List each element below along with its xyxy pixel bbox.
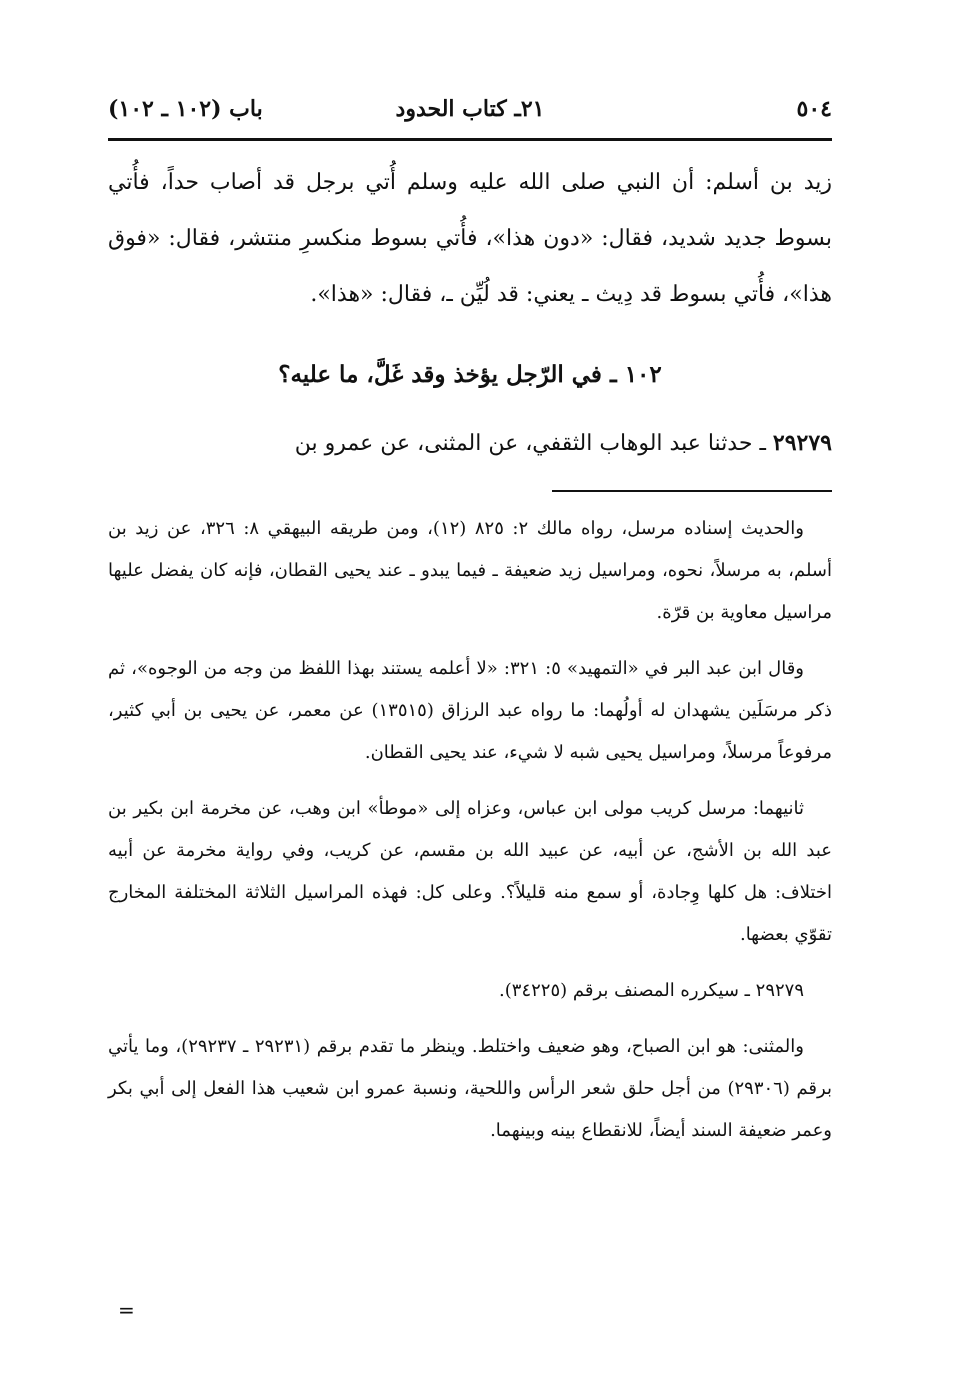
footnotes <box>108 508 832 1152</box>
footnote-divider <box>552 490 832 492</box>
continuation-mark: = <box>118 1298 135 1322</box>
hadith-text: ـ حدثنا عبد الوهاب الثقفي، عن المثنى، عن عمرو بن <box>294 431 766 456</box>
footnote-paragraph: والحديث إسناده مرسل، رواه مالك ٢: ٨٢٥ (١٢)، ومن طريقه البيهقي ٨: ٣٢٦، عن زيد بن أسلم، به مرسلاً، نحوه، ومراسيل زيد ضعيفة ـ فيما يبدو ـ عند يحيى القطان، فإنه كان يفضل عليها مراسيل معاوية بن قرّة. <box>108 518 832 623</box>
footnote-paragraph: ٢٩٢٧٩ ـ سيكرره المصنف برقم (٣٤٢٢٥). <box>499 980 804 1001</box>
section-heading: ١٠٢ ـ في الرّجل يؤخذ وقد غَلَّ، ما عليه؟ <box>278 361 662 388</box>
book-page <box>108 86 832 1166</box>
chapter-range: باب (١٠٢ ـ ١٠٢) <box>108 96 263 122</box>
footnote-paragraph: ثانيهما: مرسل كريب مولى ابن عباس، وعزاه إلى «موطأ» ابن وهب، عن مخرمة ابن بكير بن عبد الله بن الأشج، عن أبيه، عن عبيد الله بن مقسم، عن كريب، وفي رواية مخرمة عن أبيه اختلاف: هل كلها وِجادة، أو سمع منه قليلاً؟. وعلى كل: فهذه المراسيل الثلاثة المختلفة المخارج تقوّي بعضها. <box>108 798 832 945</box>
footnote-paragraph: وقال ابن عبد البر في «التمهيد» ٥: ٣٢١: «لا أعلمه يستند بهذا اللفظ من وجه من الوجوه»، ثم ذكر مرسَلَين يشهدان له أولُهما: ما رواه عبد الرزاق (١٣٥١٥) عن معمر، عن يحيى بن أبي كثير، مرفوعاً مرسلاً، ومراسيل يحيى شبه لا شيء، عند يحيى القطان. <box>108 658 832 763</box>
page-header <box>108 86 832 132</box>
hadith-entry <box>108 415 832 472</box>
header-divider <box>108 138 832 141</box>
footnote-paragraph: والمثنى: هو ابن الصباح، وهو ضعيف واختلط. وينظر ما تقدم برقم (٢٩٢٣١ ـ ٢٩٢٣٧)، وما يأتي برقم (٢٩٣٠٦) من أجل حلق شعر الرأس واللحية، ونسبة عمرو ابن شعيب هذا الفعل إلى أبي بكر وعمر ضعيفة السند أيضاً، للانقطاع بينه وبينهما. <box>108 1036 832 1141</box>
hadith-number: ٢٩٢٧٩ <box>772 430 832 456</box>
main-paragraph: زيد بن أسلم: أن النبي صلى الله عليه وسلم أُتي برجل قد أصاب حداً، فأُتي بسوط جديد شديد، فقال: «دون هذا»، فأُتي بسوط منكسرِ منتشر، فقال: «فوق هذا»، فأُتي بسوط قد دِيث ـ يعني: قد لُيِّن ـ، فقال: «هذا». <box>108 170 832 307</box>
page-number: ٥٠٤ <box>796 96 832 122</box>
book-title: ٢١ـ كتاب الحدود <box>395 96 545 122</box>
